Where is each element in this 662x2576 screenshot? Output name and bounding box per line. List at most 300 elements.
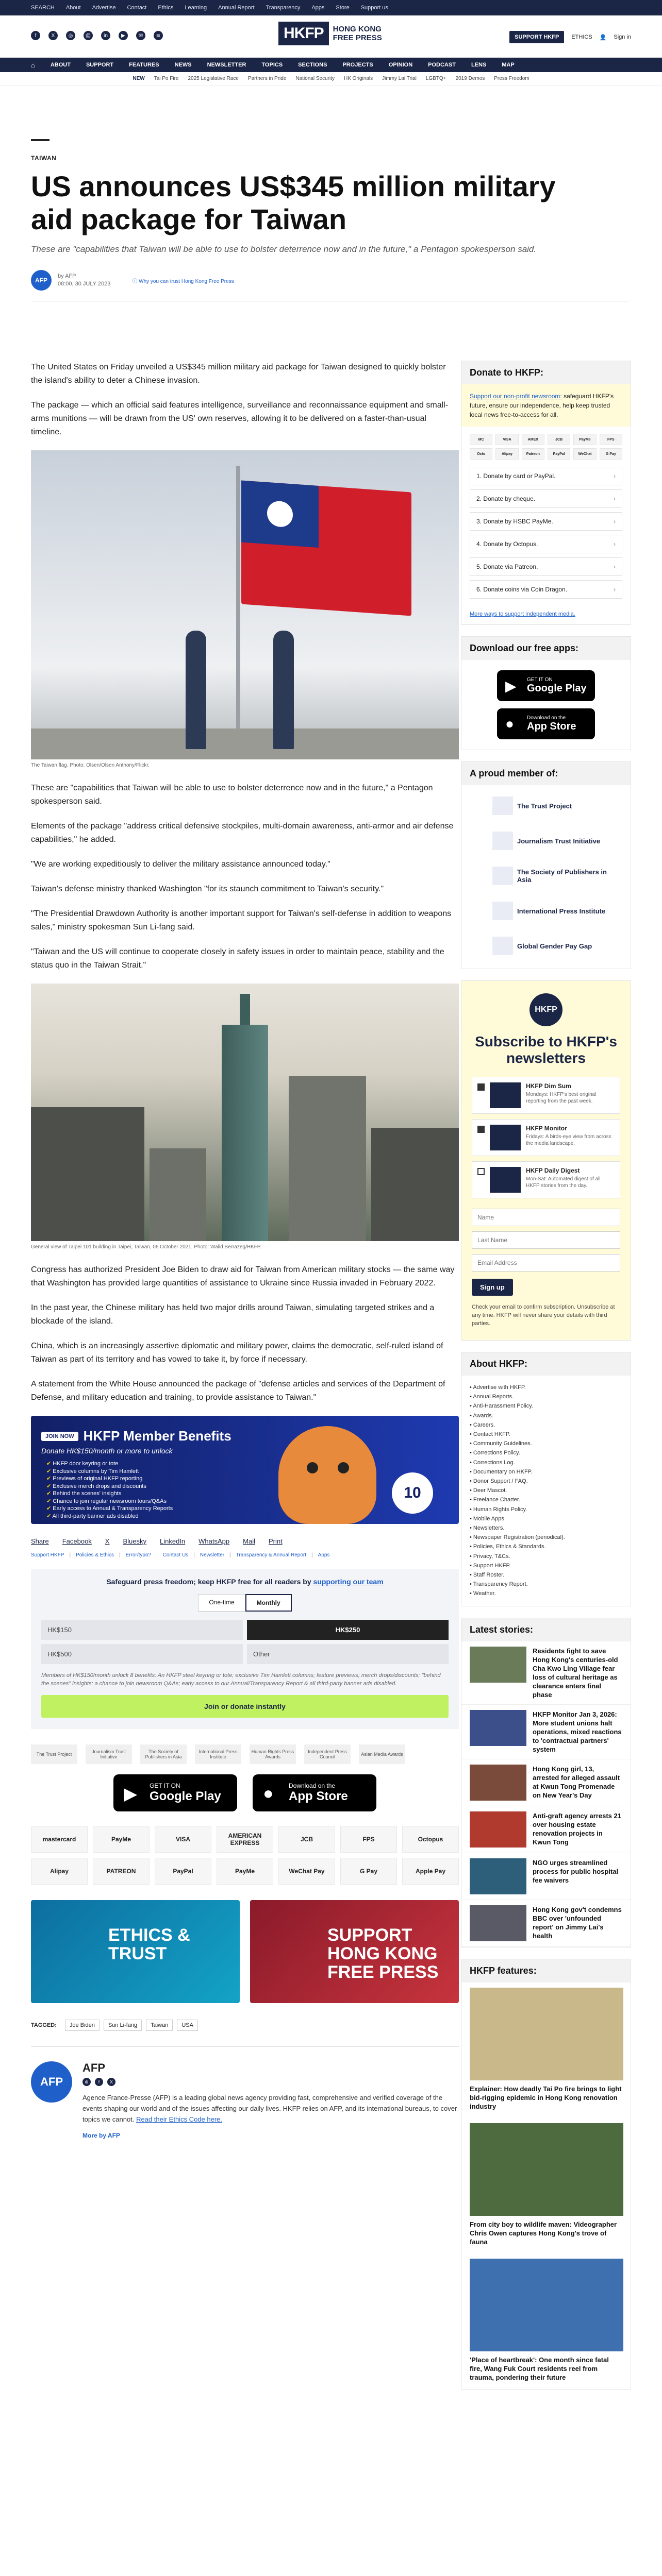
about-link[interactable]: • Human Rights Policy. [470, 1505, 622, 1514]
article-standfirst: These are "capabilities that Taiwan will be able to use to bolster deterrence now and in the future," a Pentagon spokesperson said. [31, 244, 537, 254]
about-link[interactable]: • Freelance Charter. [470, 1495, 622, 1504]
payment-method-icon: Octo [470, 448, 492, 460]
trending-link[interactable]: Tai Po Fire [154, 76, 179, 81]
about-link[interactable]: • Transparency Report. [470, 1580, 622, 1589]
about-link[interactable]: • Mobile Apps. [470, 1514, 622, 1523]
util-link[interactable]: Apps [311, 5, 325, 11]
utility-bar [0, 0, 662, 15]
article-paragraph: "Taiwan and the US will continue to cooperate closely in safety issues in order to maintain peace, stability and the status quo in the Taiwan Strait." [31, 947, 444, 970]
tag-pill[interactable]: Taiwan [146, 2020, 173, 2031]
newsletter-checkbox[interactable] [477, 1083, 485, 1091]
feature-thumbnail [470, 2123, 623, 2216]
latest-story[interactable] [461, 1641, 631, 1705]
payment-method-icon[interactable]: VISA [155, 1826, 211, 1853]
payment-method-icon[interactable]: PayMe [217, 1858, 273, 1885]
author-card-name[interactable]: AFP [82, 2061, 105, 2074]
site-logo[interactable] [278, 22, 382, 45]
benefit-item: ✔ Behind the scenes' insights [46, 1490, 173, 1498]
newsletter-option-text [526, 1167, 615, 1193]
donate-option[interactable] [470, 467, 622, 485]
donate-option[interactable] [470, 580, 622, 599]
amount-options [41, 1620, 449, 1664]
linkedin-icon[interactable]: in [101, 31, 110, 40]
chevron-right-icon: › [614, 472, 616, 480]
story-thumbnail [470, 1765, 526, 1801]
newsletter-option-text [526, 1082, 615, 1108]
trending-bar [0, 72, 662, 86]
payment-method-icon: PayMe [573, 434, 596, 445]
about-link[interactable]: • Policies, Ethics & Standards. [470, 1542, 622, 1551]
one-time-toggle[interactable]: One-time [198, 1594, 245, 1612]
newsletter-desc: Fridays: A birds-eye view from across the media landscape. [526, 1134, 611, 1146]
tag-pill[interactable]: Joe Biden [65, 2020, 100, 2031]
latest-story[interactable] [461, 1900, 631, 1947]
more-ways-link[interactable]: More ways to support independent media. [470, 611, 575, 617]
donate-panel [461, 361, 631, 625]
join-now-badge[interactable]: JOIN NOW [41, 1432, 78, 1441]
amount-option-selected[interactable]: HK$250 [247, 1620, 449, 1640]
photo-caption: General view of Taipei 101 building in Taipei, Taiwan, 06 October 2021. Photo: Walid Berrazeg/HKFP. [31, 1244, 261, 1250]
story-thumbnail [470, 1811, 526, 1848]
site-header [0, 15, 662, 58]
about-link[interactable]: • Community Guidelines. [470, 1439, 622, 1448]
byline-author[interactable]: by AFP [58, 273, 76, 279]
x-icon[interactable]: X [48, 31, 58, 40]
membership-badge[interactable]: International Press Institute [195, 1744, 241, 1764]
about-link[interactable]: • Newspaper Registration (periodical). [470, 1533, 622, 1542]
author-facebook-icon[interactable]: f [95, 2078, 103, 2086]
taiwan-flag [241, 480, 411, 616]
about-link[interactable]: • Corrections Policy. [470, 1448, 622, 1458]
about-link[interactable]: • Corrections Log. [470, 1458, 622, 1467]
logo-line-2: FREE PRESS [333, 33, 382, 42]
policy-separator: | [229, 1552, 231, 1558]
ten-years-badge: 10 [392, 1472, 433, 1514]
article-paragraph: The package — which an official said features intelligence, surveillance and reconnaissance equipment and small-arms munitions — will be drawn from the US' own reserves, allowing it to be delivered on a faster-than-usual timeline. [31, 401, 449, 436]
sidebar-app-store-button[interactable] [497, 708, 595, 739]
member-name: The Society of Publishers in Asia [517, 868, 607, 884]
trending-link[interactable]: 2025 Legislative Race [188, 76, 239, 81]
newsletter-options [472, 1077, 620, 1198]
trending-link[interactable]: Jimmy Lai Trial [382, 76, 417, 81]
share-link[interactable]: LinkedIn [160, 1537, 186, 1545]
apple-icon: ● [505, 716, 514, 732]
util-link[interactable]: Ethics [158, 5, 174, 11]
deer-mascot [278, 1426, 376, 1524]
logo-text [333, 25, 382, 42]
store-small-text: GET IT ON [527, 677, 553, 683]
newsletter-input[interactable] [472, 1254, 620, 1272]
sidebar-google-play-button[interactable] [497, 670, 595, 701]
amount-option[interactable]: HK$150 [41, 1620, 243, 1640]
policy-link[interactable]: Transparency & Annual Report [236, 1552, 307, 1558]
payment-method-icon: AMEX [522, 434, 544, 445]
promo-benefits [46, 1460, 173, 1520]
feature-title: Explainer: How deadly Tai Po fire brings to light bid-rigging epidemic in Hong Kong renovation industry [470, 2084, 622, 2110]
support-banner[interactable]: SUPPORT HONG KONG FREE PRESS [250, 1900, 459, 2003]
util-link[interactable]: Transparency [266, 5, 301, 11]
util-link[interactable]: Store [336, 5, 350, 11]
share-links [31, 1537, 459, 1545]
member-name: International Press Institute [517, 907, 606, 915]
google-play-button[interactable] [113, 1774, 237, 1811]
building [150, 1148, 206, 1241]
flag-pole [236, 466, 240, 759]
member-logo[interactable] [492, 866, 622, 886]
benefit-item: ✔ Early access to Annual & Transparency Reports [46, 1505, 173, 1513]
taipei-photo [31, 984, 459, 1241]
payment-method-icon[interactable]: PayMe [93, 1826, 150, 1853]
feature-story[interactable] [461, 1982, 631, 2118]
newsletter-desc: Mondays: HKFP's best original reporting from the past week. [526, 1092, 597, 1104]
newsletter-fields [472, 1204, 620, 1272]
paragraph-group-c [31, 1263, 459, 1404]
home-icon[interactable]: ⌂ [31, 61, 35, 69]
member-logo[interactable] [492, 901, 622, 921]
benefit-item: ✔ Previews of original HKFP reporting [46, 1475, 173, 1483]
author-bio-text: Agence France-Presse (AFP) is a leading global news agency providing fast, comprehensive and verified coverage of the events shaping our world and of the issues affecting our daily lives. HKFP relies on AFP, and its international bureaus, to cover topics we cannot. [82, 2094, 457, 2123]
donate-intro [461, 384, 631, 427]
nav-item[interactable]: SECTIONS [298, 62, 327, 68]
util-link[interactable]: About [65, 5, 81, 11]
author-website-icon[interactable]: ⊕ [82, 2078, 91, 2086]
share-link[interactable]: Print [268, 1537, 283, 1545]
member-logo[interactable] [492, 936, 622, 956]
member-name: Journalism Trust Initiative [517, 837, 601, 845]
newsletter-name: HKFP Daily Digest [526, 1167, 580, 1174]
membership-badge[interactable]: Independent Press Council [304, 1744, 351, 1764]
sidebar-payment-icons [461, 427, 631, 467]
trending-link[interactable]: HK Originals [343, 76, 373, 81]
ethics-link[interactable]: ETHICS [571, 34, 592, 40]
policy-links [31, 1552, 459, 1558]
member-logo[interactable] [492, 831, 622, 851]
sign-up-button[interactable]: Sign up [472, 1279, 513, 1296]
latest-story[interactable] [461, 1853, 631, 1900]
support-hkfp-button[interactable]: SUPPORT HKFP [509, 31, 564, 43]
features-panel [461, 1959, 631, 2389]
feature-story[interactable] [461, 2253, 631, 2389]
share-link[interactable]: X [105, 1537, 110, 1545]
nav-item[interactable]: OPINION [388, 62, 413, 68]
apple-icon: ● [263, 1784, 274, 1803]
email-icon[interactable]: ✉ [136, 31, 145, 40]
sign-in-link[interactable]: Sign in [614, 34, 631, 40]
payment-method-icon[interactable]: AMERICAN EXPRESS [217, 1826, 273, 1853]
mascot-eye [307, 1462, 318, 1473]
util-link[interactable]: Support us [360, 5, 388, 11]
member-logo-mark [492, 796, 513, 815]
promo-banners [31, 1900, 459, 2003]
figure-taipei [31, 984, 459, 1250]
donate-panel-title: Donate to HKFP: [461, 361, 631, 384]
nav-item[interactable]: NEWSLETTER [207, 62, 246, 68]
donate-option-label: 4. Donate by Octopus. [476, 540, 538, 548]
payment-method-icon[interactable]: JCB [278, 1826, 335, 1853]
article-paragraph: The United States on Friday unveiled a US$345 million military aid package for Taiwan designed to quickly bolster the island's ability to deter a Chinese invasion. [31, 363, 446, 385]
about-link[interactable]: • Careers. [470, 1420, 622, 1430]
member-logo-mark [492, 902, 513, 920]
mascot-eye [338, 1462, 349, 1473]
trending-link[interactable]: 2019 Demos [455, 76, 485, 81]
newsletter-note: Check your email to confirm subscription. Unsubscribe at any time. HKFP will never share your details with third parties. [472, 1304, 615, 1327]
story-thumbnail [470, 1905, 526, 1941]
apps-panel-title: Download our free apps: [461, 637, 631, 660]
benefit-item: ✔ Chance to join regular newsroom tours/Q&As [46, 1498, 173, 1505]
story-title: HKFP Monitor Jan 3, 2026: More student unions halt operations, mixed reactions to 'contractual partners' system [533, 1710, 622, 1753]
chevron-right-icon: › [614, 586, 616, 593]
member-panel-title: A proud member of: [461, 762, 631, 785]
flag-photo [31, 450, 459, 759]
trending-link[interactable]: Press Freedom [494, 76, 529, 81]
member-logos [461, 785, 631, 969]
payment-method-icon[interactable]: PayPal [155, 1858, 211, 1885]
monthly-toggle[interactable]: Monthly [245, 1594, 292, 1612]
trending-link[interactable]: National Security [295, 76, 335, 81]
author-divider [31, 2046, 459, 2047]
store-big-text: Google Play [527, 683, 587, 694]
tag-pill[interactable]: USA [177, 2020, 198, 2031]
payment-method-icon[interactable]: mastercard [31, 1826, 88, 1853]
latest-story[interactable] [461, 1759, 631, 1806]
about-link[interactable]: • Contact HKFP. [470, 1430, 622, 1439]
amount-option[interactable]: HK$500 [41, 1644, 243, 1664]
newsletter-option[interactable] [472, 1119, 620, 1156]
building [371, 1128, 459, 1241]
donate-option[interactable] [470, 512, 622, 531]
donate-intro-text: safeguard HKFP's future, ensure our independence, help keep trusted local news free-to-access for all. [470, 393, 614, 418]
member-logo-mark [492, 832, 513, 850]
policy-separator: | [311, 1552, 313, 1558]
trending-link[interactable]: Partners in Pride [247, 76, 287, 81]
payment-method-icon: G Pay [600, 448, 622, 460]
author-avatar[interactable]: AFP [31, 270, 52, 291]
ethics-banner[interactable]: ETHICS & TRUST [31, 1900, 240, 2003]
donate-option[interactable] [470, 489, 622, 508]
util-link[interactable]: Contact [127, 5, 147, 11]
article-paragraph: A statement from the White House announced the package of "defense articles and services of the Department of Defense, and military education and training, to provide assistance to Taiwan." [31, 1380, 445, 1402]
tag-pill[interactable]: Sun Li-fang [104, 2020, 142, 2031]
article-paragraph: Elements of the package "address critical defensive stockpiles, multi-domain awareness, anti-armor and air defense capabilities," he added. [31, 822, 454, 844]
member-name: The Trust Project [517, 802, 572, 810]
about-link[interactable]: • Documentary on HKFP. [470, 1467, 622, 1477]
share-link[interactable]: Facebook [62, 1537, 92, 1545]
byline-date: 08:00, 30 JULY 2023 [58, 281, 111, 287]
about-link[interactable]: • Annual Reports. [470, 1392, 622, 1401]
member-panel [461, 761, 631, 969]
about-link[interactable]: • Privacy, T&Cs. [470, 1552, 622, 1561]
about-panel [461, 1352, 631, 1606]
util-link[interactable]: Advertise [92, 5, 116, 11]
policy-link[interactable]: Newsletter [200, 1552, 225, 1558]
trust-link[interactable]: ⓘ Why you can trust Hong Kong Free Press [132, 278, 234, 284]
app-store-button[interactable] [253, 1774, 376, 1811]
ethics-code-link[interactable]: Read their Ethics Code here. [136, 2115, 223, 2123]
feature-title: From city boy to wildlife maven: Videographer Chris Owen captures Hong Kong's trove of fauna [470, 2220, 617, 2246]
donate-option-label: 5. Donate via Patreon. [476, 563, 538, 570]
google-play-icon: ▶ [124, 1784, 138, 1804]
payment-method-icon[interactable]: G Pay [340, 1858, 397, 1885]
membership-badge[interactable]: Asian Media Awards [359, 1744, 405, 1764]
threads-icon[interactable]: @ [84, 31, 93, 40]
policy-separator: | [69, 1552, 71, 1558]
nav-item[interactable]: PROJECTS [342, 62, 373, 68]
instagram-icon[interactable]: ◎ [66, 31, 75, 40]
nav-item[interactable]: LENS [471, 62, 487, 68]
chevron-right-icon: › [614, 495, 616, 502]
benefit-item: ✔ Exclusive columns by Tim Hamlett [46, 1468, 173, 1476]
payment-method-icon[interactable]: FPS [340, 1826, 397, 1853]
search-link[interactable]: SEARCH [31, 5, 55, 11]
share-link[interactable]: Share [31, 1537, 49, 1545]
trending-link[interactable]: LGBTQ+ [425, 76, 446, 81]
about-link[interactable]: • Support HKFP. [470, 1561, 622, 1570]
payment-method-icon: Alipay [495, 448, 518, 460]
author-bio [82, 2092, 459, 2125]
article-paragraph: Taiwan's defense ministry thanked Washington "for its staunch commitment to Taiwan's security." [31, 885, 384, 893]
about-link[interactable]: • Donor Support / FAQ. [470, 1477, 622, 1486]
user-icon[interactable]: 👤 [599, 34, 607, 41]
about-panel-title: About HKFP: [461, 1352, 631, 1376]
donate-option-label: 6. Donate coins via Coin Dragon. [476, 586, 568, 593]
newsletter-panel [461, 980, 631, 1341]
building [289, 1076, 366, 1241]
payment-method-icon: VISA [495, 434, 518, 445]
donate-option[interactable] [470, 535, 622, 553]
feature-thumbnail [470, 1988, 623, 2080]
membership-badge[interactable]: Human Rights Press Awards [250, 1744, 296, 1764]
newsletter-thumbnail [490, 1125, 521, 1150]
policy-link[interactable]: Error/typo? [125, 1552, 152, 1558]
newsletter-input[interactable] [472, 1231, 620, 1249]
rss-icon[interactable]: ≋ [154, 31, 163, 40]
author-card-avatar[interactable]: AFP [31, 2061, 72, 2103]
more-by-author-link[interactable]: More by AFP [82, 2132, 120, 2139]
logo-line-1: HONG KONG [333, 25, 382, 33]
about-link[interactable]: • Staff Roster. [470, 1570, 622, 1580]
nav-item[interactable]: ABOUT [50, 62, 71, 68]
donate-option[interactable] [470, 557, 622, 576]
facebook-icon[interactable]: f [31, 31, 40, 40]
benefit-item: ✔ HKFP door keyring or tote [46, 1460, 173, 1468]
util-link[interactable]: Learning [185, 5, 207, 11]
ground [31, 728, 459, 759]
donate-title-text: Safeguard press freedom; keep HKFP free for all readers by [106, 1578, 311, 1586]
promo-heading [41, 1428, 231, 1444]
article-paragraph: "The Presidential Drawdown Authority is another important support for Taiwan's self-defense in addition to weapons sales," ministry spokesman Sun Li-fang said. [31, 909, 452, 931]
newsletter-option[interactable] [472, 1161, 620, 1198]
nav-item[interactable]: MAP [502, 62, 515, 68]
donate-option-label: 2. Donate by cheque. [476, 495, 536, 502]
payment-method-icon[interactable]: Alipay [31, 1858, 88, 1885]
article-header [31, 139, 629, 301]
main-nav [0, 58, 662, 72]
join-donate-button[interactable]: Join or donate instantly [41, 1695, 449, 1718]
payment-method-icon: FPS [600, 434, 622, 445]
latest-story[interactable] [461, 1806, 631, 1853]
util-link[interactable]: Annual Report [218, 5, 255, 11]
latest-panel [461, 1618, 631, 1947]
newsletter-checkbox[interactable] [477, 1126, 485, 1133]
nav-item[interactable]: PODCAST [428, 62, 456, 68]
policy-link[interactable]: Policies & Ethics [76, 1552, 114, 1558]
share-link[interactable]: Mail [243, 1537, 255, 1545]
about-link[interactable]: • Deer Mascot. [470, 1486, 622, 1495]
payment-method-icon: JCB [548, 434, 570, 445]
payment-method-icon[interactable]: Octopus [402, 1826, 459, 1853]
apps-panel [461, 636, 631, 750]
about-link[interactable]: • Newsletters. [470, 1523, 622, 1533]
taipei-101 [222, 1025, 268, 1241]
share-link[interactable]: Bluesky [123, 1537, 146, 1545]
article-headline: US announces US$345 million military aid package for Taiwan [31, 170, 556, 235]
share-link[interactable]: WhatsApp [198, 1537, 230, 1545]
amount-option-other[interactable]: Other [247, 1644, 449, 1664]
author-card-info [82, 2061, 459, 2139]
member-logo-mark [492, 937, 513, 955]
tower-spire [240, 994, 250, 1025]
newsletter-option[interactable] [472, 1077, 620, 1114]
feature-stories [461, 1982, 631, 2389]
policy-link[interactable]: Support HKFP [31, 1552, 64, 1558]
newsletter-input[interactable] [472, 1209, 620, 1226]
membership-badge[interactable]: The Society of Publishers in Asia [140, 1744, 187, 1764]
author-x-icon[interactable]: X [107, 2078, 115, 2086]
feature-story[interactable] [461, 2118, 631, 2253]
member-benefits-banner[interactable] [31, 1416, 459, 1524]
about-link[interactable]: • Awards. [470, 1411, 622, 1420]
about-link[interactable]: • Weather. [470, 1589, 622, 1598]
support-newsroom-link[interactable]: Support our non-profit newsroom: [470, 393, 562, 400]
youtube-icon[interactable]: ▶ [119, 31, 128, 40]
building [31, 1107, 144, 1241]
latest-panel-title: Latest stories: [461, 1618, 631, 1641]
payment-method-icon: WeChat [573, 448, 596, 460]
article-category[interactable]: TAIWAN [31, 155, 57, 162]
chevron-right-icon: › [614, 540, 616, 548]
figure-flag [31, 450, 459, 768]
nav-item[interactable]: FEATURES [129, 62, 159, 68]
sidebar-store-buttons [461, 660, 631, 750]
policy-separator: | [193, 1552, 195, 1558]
donate-title-link[interactable]: supporting our team [313, 1578, 384, 1586]
member-logo[interactable] [492, 795, 622, 816]
sidebar [461, 361, 631, 2401]
about-links [461, 1376, 631, 1606]
payment-method-icon: Patreon [522, 448, 544, 460]
nav-item[interactable]: TOPICS [261, 62, 283, 68]
latest-story[interactable] [461, 1705, 631, 1759]
features-panel-title: HKFP features: [461, 1959, 631, 1982]
newsletter-thumbnail [490, 1167, 521, 1193]
about-link[interactable]: • Anti-Harassment Policy. [470, 1401, 622, 1411]
payment-method-icon: MC [470, 434, 492, 445]
nav-item[interactable]: NEWS [174, 62, 192, 68]
payment-method-icon[interactable]: Apple Pay [402, 1858, 459, 1885]
membership-badge[interactable]: Journalism Trust Initiative [86, 1744, 132, 1764]
about-link[interactable]: • Advertise with HKFP. [470, 1383, 622, 1392]
newsletter-checkbox[interactable] [477, 1168, 485, 1175]
payment-method-icon[interactable]: PATREON [93, 1858, 150, 1885]
nav-item[interactable]: SUPPORT [86, 62, 114, 68]
member-name: Global Gender Pay Gap [517, 942, 592, 950]
payment-method-icon[interactable]: WeChat Pay [278, 1858, 335, 1885]
story-title: Residents fight to save Hong Kong's centuries-old Cha Kwo Ling Village fear loss of cultural heritage as clearance enters final phase [533, 1647, 618, 1699]
membership-badge[interactable]: The Trust Project [31, 1744, 77, 1764]
policy-link[interactable]: Apps [318, 1552, 330, 1558]
story-title: Hong Kong gov't condemns BBC over 'unfounded report' on Jimmy Lai's health [533, 1905, 622, 1940]
policy-link[interactable]: Contact Us [162, 1552, 189, 1558]
